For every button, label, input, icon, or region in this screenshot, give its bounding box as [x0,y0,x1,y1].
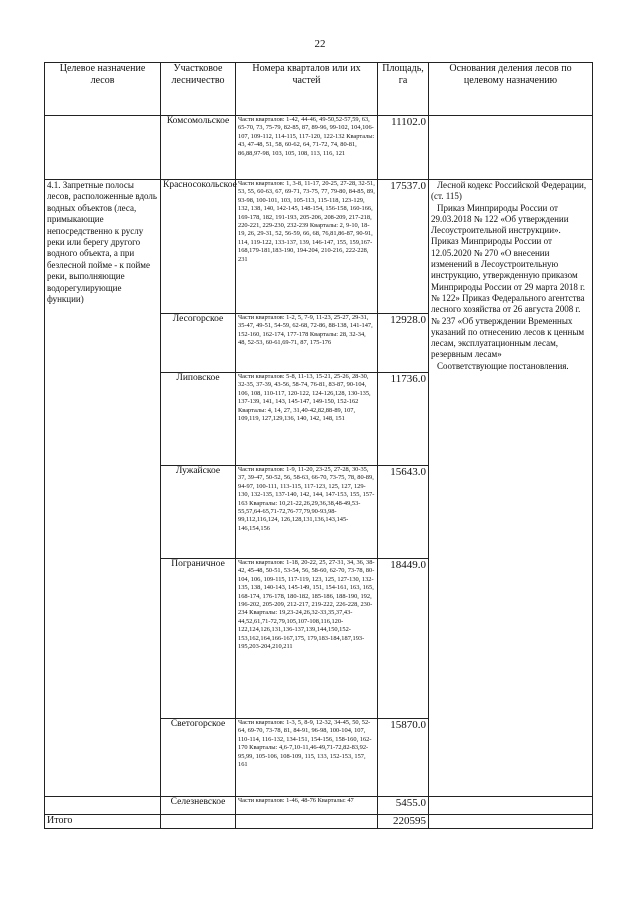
quarters-cell: Части кварталов: 1-3, 5, 8-9, 12-32, 34-45, 50, 52-64, 69-70, 73-78, 81, 84-91, 96-98, 100-104, 107, 110-114, 116-132, 134-151, 154-156, 158-160, 162-170 Кварталы: 4,6-7,10-11,46-49,71-72,82-83,92-95,99, 105-106, 108-109, 115, 133, 152-153, 157, 161 [236,719,378,797]
basis-paragraph: Лесной кодекс Российской Федерации, (ст. 115) [431,180,587,202]
quarters-cell: Части кварталов: 1, 3-8, 11-17, 20-25, 27-28, 32-51, 53, 55, 60-63, 67, 69-71, 73-75, 77, 79-80, 84-85, 89, 93-98, 100-101, 103, 105-113, 115-118, 123-129, 132, 138, 140, 142-145, 148-154, 156-158, 160-166, 169-178, 182, 191-193, 205-206, 208-209, 217-218, 220-221, 229-230, 232-239 Кварталы: 2, 9-10, 18-19, 26, 29-31, 52, 56-59, 66, 68, 76,81,86-87, 90-91, 114, 119-122, 133-137, 139, 146-147, 155, 159,167-168,179-181,183-190, 194-204, 210-216, 222-228, 231 [236,180,378,314]
forestry-cell: Лесогорское [161,314,236,373]
forestry-cell: Селезневское [161,797,236,815]
quarters-cell: Части кварталов: 1-46, 48-76 Кварталы: 47 [236,797,378,815]
total-value: 220595 [378,815,429,829]
quarters-cell: Части кварталов: 1-2, 5, 7-9, 11-23, 25-27, 29-31, 35-47, 49-51, 54-59, 62-68, 72-86, 88-138, 141-147, 152-160, 162-174, 177-178 Кварталы: 28, 32-34, 48, 52-53, 60-61,69-71, 87, 175-176 [236,314,378,373]
page-number: 22 [314,38,326,50]
forestry-cell: Пограничное [161,559,236,719]
area-cell: 11736.0 [378,373,429,466]
total-label: Итого [45,815,161,829]
area-cell: 5455.0 [378,797,429,815]
area-cell: 15870.0 [378,719,429,797]
header-quarters: Номера кварталов или их частей [236,63,378,116]
table-row [45,797,593,815]
quarters-cell: Части кварталов: 1-42, 44-46, 49-50,52-57,59, 63, 65-70, 73, 75-79, 82-85, 87, 89-96, 99-102, 104,106-107, 109-112, 114-115, 117-120, 122-132 Кварталы: 43, 47-48, 51, 58, 60-62, 64, 71-72, 74, 80-81, 86,88,97-98, 103, 105, 108, 113, 116, 121 [236,116,378,180]
total-empty-cell [161,815,236,829]
table-header-row [45,63,593,116]
header-purpose: Целевое назначение лесов [45,63,161,116]
forestry-cell: Лужайское [161,466,236,559]
basis-paragraph: Соответствующие постановления. [437,360,569,371]
table-row [45,116,593,180]
area-cell: 12928.0 [378,314,429,373]
forestry-cell: Липовское [161,373,236,466]
forest-purpose-table [44,62,593,829]
forestry-cell: Светогорское [161,719,236,797]
purpose-cell-empty [45,797,161,815]
total-row [45,815,593,829]
area-cell: 17537.0 [378,180,429,314]
purpose-cell: 4.1. Запретные полосы лесов, расположенные вдоль водных объектов (леса, примыкающие непосредственно к руслу реки или берегу другого водного объекта, а при безлесной пойме - к пойме реки, выполняющие водорегулирующие функции) [45,180,161,797]
total-empty-cell [236,815,378,829]
header-area: Площадь, га [378,63,429,116]
forestry-cell: Комсомольское [161,116,236,180]
header-forestry: Участковое лесничество [161,63,236,116]
basis-cell [429,180,593,797]
table-row [45,180,593,314]
area-cell: 15643.0 [378,466,429,559]
total-empty-cell [429,815,593,829]
purpose-cell-empty [45,116,161,180]
header-basis: Основания деления лесов по целевому назначению [429,63,593,116]
forestry-cell: Красносокольское [161,180,236,314]
quarters-cell: Части кварталов: 1-18, 20-22, 25, 27-31, 34, 36, 38-42, 45-48, 50-51, 53-54, 56, 58-60, 62-70, 73-78, 80-104, 106, 109-115, 117-119, 123, 125, 127-130, 132-135, 138, 140-143, 145-149, 151, 154-161, 163, 165, 168-174, 176-178, 180-182, 185-186, 188-190, 192, 196-202, 205-209, 212-217, 219-222, 226-228, 230-234 Кварталы: 19,23-24,26,32-33,35,37,43-44,52,61,71-72,79,105,107-108,116,120-122,124,126,131,136-137,139,144,150,152-153,162,164,166-167,175, 179,183-184,187,193-195,203-204,210,211 [236,559,378,719]
basis-cell-empty [429,116,593,180]
quarters-cell: Части кварталов: 1-9, 11-20, 23-25, 27-28, 30-35, 37, 39-47, 50-52, 56, 58-63, 66-70, 73-75, 78, 80-89, 94-97, 100-111, 113-115, 117-123, 125, 127, 129-130, 132-135, 137-140, 142, 144, 147-153, 155, 157-163 Кварталы: 10,21-22,26,29,36,38,48-49,53-55,57,64-65,71-72,76-77,79,90-93,98-99,112,116,124, 126,128,131,136,143,145-146,154,156 [236,466,378,559]
area-cell: 18449.0 [378,559,429,719]
area-cell: 11102.0 [378,116,429,180]
basis-cell-empty [429,797,593,815]
quarters-cell: Части кварталов: 5-8, 11-13, 15-21, 25-26, 28-30, 32-35, 37-39, 43-56, 58-74, 76-81, 83-87, 90-104, 106, 108, 110-117, 120-122, 124-126,128, 130-135, 137-139, 141, 143, 145-147, 149-150, 152-162 Кварталы: 4, 14, 27, 31,40-42,82,88-89, 107, 109,119, 127,129,136, 140, 142, 148, 151 [236,373,378,466]
basis-paragraph: Приказ Минприроды России от 29.03.2018 № 122 «Об утверждении Лесоустроительной инструкции». Приказ Минприроды России от 12.05.2020 № 270 «О внесении изменений в Лесоустроительную инструкцию, утвержденную приказом Минприроды России от 29 марта 2018 г. № 122» Приказ Федерального агентства лесного хозяйства от 26 августа 2008 г. № 237 «Об утверждении Временных указаний по отнесению лесов к ценным лесам, эксплуатационным лесам, резервным лесам» [431,202,586,360]
